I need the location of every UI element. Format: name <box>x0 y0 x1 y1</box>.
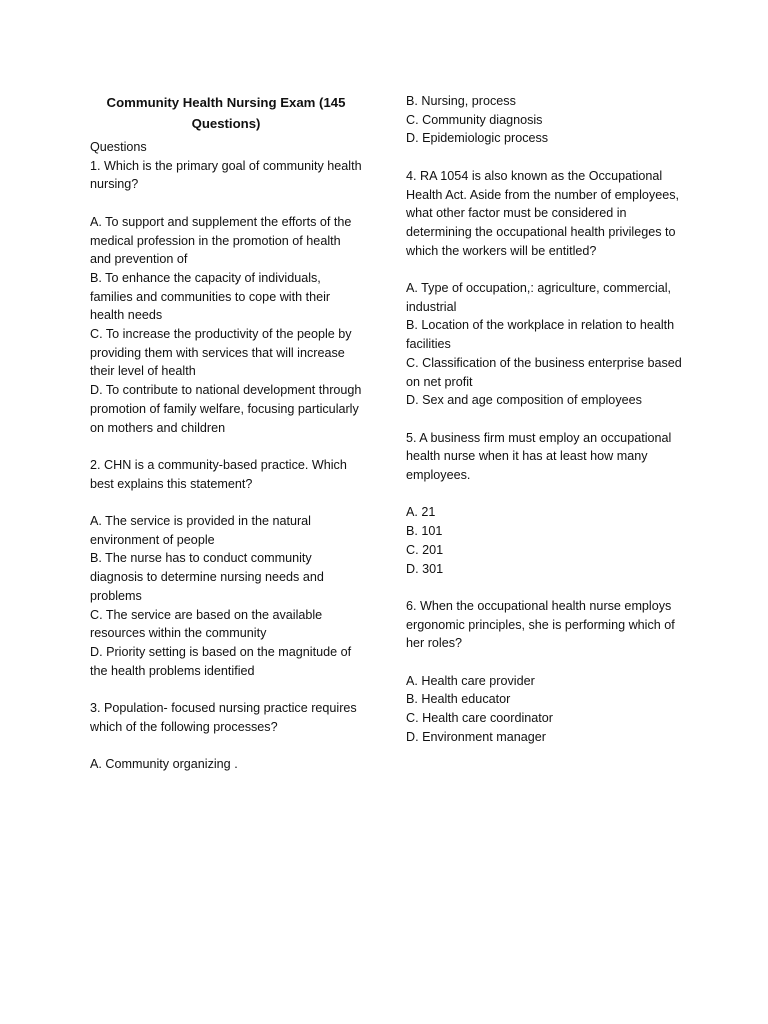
question-3-option-b: B. Nursing, process <box>406 94 516 108</box>
question-3: 3. Population- focused nursing practice requires which of the following processes? <box>90 701 357 734</box>
question-4: 4. RA 1054 is also known as the Occupational Health Act. Aside from the number of employees, what other factor must be considered in determining the occupational health privileges to which the workers will be entitled? <box>406 168 680 258</box>
spacer <box>90 493 362 512</box>
question-1-option-a: A. To support and supplement the efforts of the medical profession in the promotion of health and prevention of <box>90 214 352 267</box>
question-1-option-b: B. To enhance the capacity of individuals, families and communities to cope with their health needs <box>90 270 331 323</box>
question-2-option-a: A. The service is provided in the natural environment of people <box>90 514 311 547</box>
question-3-option-c: C. Community diagnosis <box>406 112 543 127</box>
question-5-option-c: C. 201 <box>406 542 444 557</box>
question-6: 6. When the occupational health nurse employs ergonomic principles, she is performing which of her roles? <box>406 598 675 651</box>
section-label: Questions <box>90 140 147 154</box>
question-4-option-a: A. Type of occupation,: agriculture, commercial, industrial <box>406 281 672 314</box>
spacer <box>90 736 362 755</box>
question-5-options <box>406 503 686 578</box>
document-title: Community Health Nursing Exam (145 Questions) <box>106 95 346 131</box>
question-6-option-c: C. Health care coordinator <box>406 711 553 726</box>
question-2-option-c: C. The service are based on the available resources within the community <box>90 607 323 641</box>
question-1: 1. Which is the primary goal of community health nursing? <box>90 158 362 192</box>
question-4-option-c: C. Classification of the business enterprise based on net profit <box>406 355 682 389</box>
question-2: 2. CHN is a community-based practice. Which best explains this statement? <box>90 457 347 491</box>
spacer <box>406 653 686 672</box>
question-1-options <box>90 213 362 437</box>
question-3-options <box>90 755 362 774</box>
question-3-option-a: A. Community organizing . <box>90 757 238 772</box>
spacer <box>90 680 362 699</box>
spacer <box>406 260 686 279</box>
spacer <box>406 148 686 167</box>
question-2-option-b: B. The nurse has to conduct community diagnosis to determine nursing needs and problems <box>90 551 324 603</box>
right-column <box>406 92 686 747</box>
question-6-option-b: B. Health educator <box>406 692 511 707</box>
question-2-option-d: D. Priority setting is based on the magnitude of the health problems identified <box>90 644 352 678</box>
question-3-option-d: D. Epidemiologic process <box>406 131 549 146</box>
question-1-option-c: C. To increase the productivity of the people by providing them with services that will increase their level of health <box>90 327 352 379</box>
question-2-options <box>90 512 362 680</box>
question-6-option-d: D. Environment manager <box>406 729 546 744</box>
question-1-option-d: D. To contribute to national development through promotion of family welfare, focusing particularly on mothers and children <box>90 383 362 435</box>
question-6-option-a: A. Health care provider <box>406 673 535 688</box>
spacer <box>406 485 686 504</box>
question-4-options <box>406 279 686 410</box>
spacer <box>90 437 362 456</box>
question-4-option-d: D. Sex and age composition of employees <box>406 393 642 408</box>
spacer <box>406 410 686 429</box>
spacer <box>90 194 362 213</box>
question-5-option-b: B. 101 <box>406 524 443 539</box>
question-5-option-d: D. 301 <box>406 561 444 576</box>
question-5: 5. A business firm must employ an occupational health nurse when it has at least how many employees. <box>406 430 672 483</box>
question-6-options <box>406 672 686 747</box>
left-column <box>90 92 362 774</box>
question-3-options-continued <box>406 92 686 148</box>
spacer <box>406 578 686 597</box>
question-5-option-a: A. 21 <box>406 505 436 520</box>
question-4-option-b: B. Location of the workplace in relation to health facilities <box>406 318 675 352</box>
